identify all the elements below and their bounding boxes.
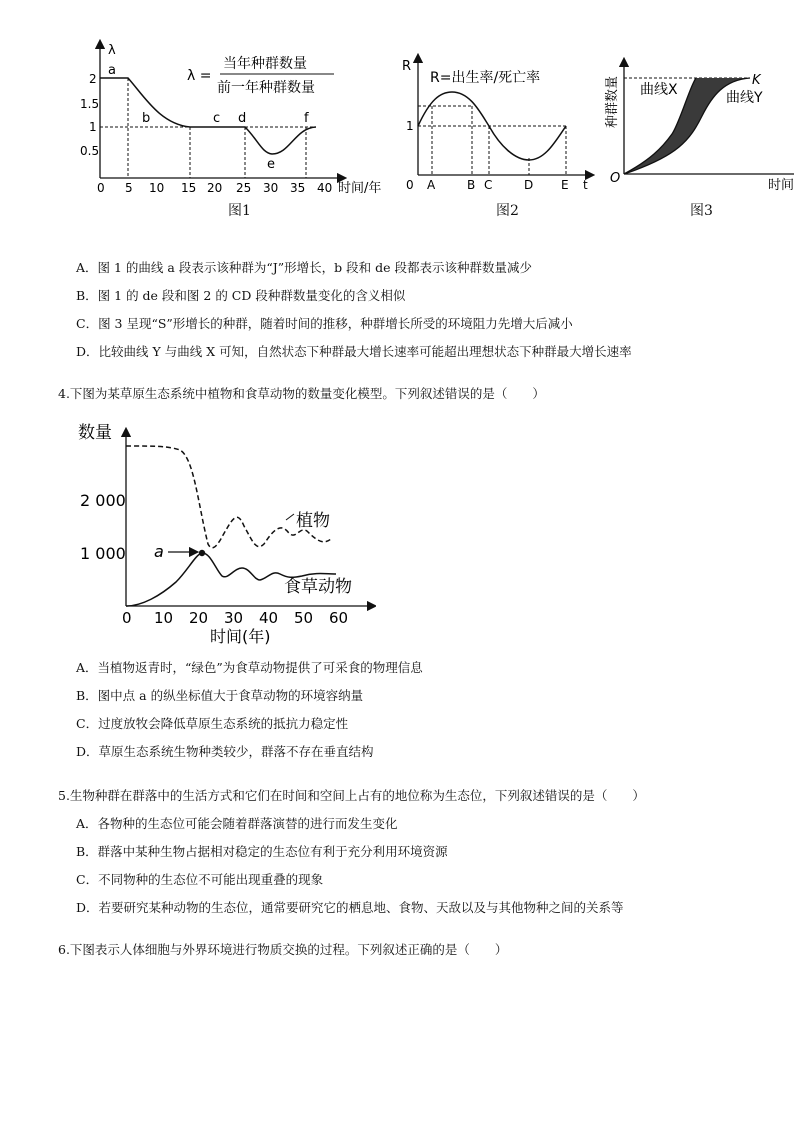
q4-x-tick: 30 — [224, 609, 244, 627]
fig1-x-tick: 25 — [236, 181, 252, 195]
fig2-x-tick: E — [561, 178, 569, 192]
fig1-x-tick: 35 — [290, 181, 306, 195]
fig1-point-f: f — [304, 111, 309, 126]
fig1-x-tick: 15 — [181, 181, 197, 195]
fig1-formula-numerator: 当年种群数量 — [223, 56, 307, 72]
q4-chart — [76, 414, 376, 650]
q4-herbivore-label: 食草动物 — [284, 577, 352, 597]
fig1-y-tick: 2 — [89, 72, 97, 86]
fig3-caption: 图3 — [690, 203, 713, 219]
fig1-x-tick: 30 — [263, 181, 279, 195]
q4-x-tick: 60 — [329, 609, 349, 627]
fig1-point-b: b — [142, 111, 151, 126]
fig1-y-tick: 1 — [89, 120, 97, 134]
fig1-y-axis-label: λ — [108, 43, 116, 58]
q3-option-c: C．图 3 呈现“S”形增长的种群，随着时间的推移，种群增长所受的环境阻力先增大后减小 — [76, 316, 573, 331]
fig2-x-tick: 0 — [406, 178, 414, 192]
fig2-x-tick: B — [467, 178, 476, 192]
q4-x-tick: 20 — [189, 609, 209, 627]
fig2-x-tick: t — [583, 178, 588, 192]
q5-option-a: A．各物种的生态位可能会随着群落演替的进行而发生变化 — [76, 816, 398, 831]
fig2-y-axis-label: R — [402, 59, 412, 74]
q3-option-d: D．比较曲线 Y 与曲线 X 可知，自然状态下种群最大增长速率可能超出理想状态下种群最大增长速率 — [76, 344, 632, 359]
q4-option-c: C．过度放牧会降低草原生态系统的抵抗力稳定性 — [76, 716, 349, 731]
fig3-origin: O — [610, 171, 621, 186]
fig1-y-tick: 0.5 — [80, 144, 100, 158]
fig1-point-e: e — [267, 157, 275, 172]
fig2-x-tick: C — [484, 178, 493, 192]
fig1-formula-lhs: λ = — [187, 68, 212, 84]
q5-option-b: B．群落中某种生物占据相对稳定的生态位有利于充分利用环境资源 — [76, 844, 448, 859]
q4-option-a: A．当植物返青时，“绿色”为食草动物提供了可采食的物理信息 — [76, 660, 423, 675]
fig2-y-tick: 1 — [406, 119, 414, 133]
q4-x-tick: 40 — [259, 609, 279, 627]
fig1-x-tick: 40 — [317, 181, 333, 195]
fig2-caption: 图2 — [496, 203, 519, 219]
fig1-x-tick: 0 — [97, 181, 105, 195]
fig1-x-axis-label: 时间/年 — [338, 181, 382, 196]
figure-2 — [400, 50, 600, 195]
q5-option-d: D．若要研究某种动物的生态位，通常要研究它的栖息地、食物、天敌以及与其他物种之间的关系等 — [76, 900, 624, 915]
fig1-point-c: c — [213, 111, 221, 126]
figure-3 — [600, 56, 794, 196]
q4-y-tick-1000: 1 000 — [80, 544, 126, 563]
q4-x-axis-label: 时间(年) — [210, 627, 271, 646]
fig2-x-tick: D — [524, 178, 534, 192]
fig2-x-tick: A — [427, 178, 436, 192]
q4-stem: 4.下图为某草原生态系统中植物和食草动物的数量变化模型。下列叙述错误的是（ ） — [58, 386, 545, 401]
q4-plant-curve — [126, 446, 332, 548]
fig3-k-label: K — [752, 73, 761, 88]
q4-x-tick: 50 — [294, 609, 314, 627]
q3-option-a: A．图 1 的曲线 a 段表示该种群为“J”形增长，b 段和 de 段都表示该种群数量减少 — [76, 260, 532, 275]
fig1-x-tick: 5 — [125, 181, 133, 195]
q5-option-c: C．不同物种的生态位不可能出现重叠的现象 — [76, 872, 324, 887]
fig2-formula: R=出生率/死亡率 — [430, 70, 541, 86]
q5-stem: 5.生物种群在群落中的生活方式和它们在时间和空间上占有的地位称为生态位，下列叙述错误的是（ ） — [58, 788, 645, 803]
fig1-x-tick: 20 — [207, 181, 223, 195]
q4-y-axis-label: 数量 — [78, 423, 112, 443]
q4-option-d: D．草原生态系统生物种类较少，群落不存在垂直结构 — [76, 744, 374, 759]
q4-option-b: B．图中点 a 的纵坐标值大于食草动物的环境容纳量 — [76, 688, 364, 703]
fig1-x-tick: 10 — [149, 181, 165, 195]
q4-x-tick: 10 — [154, 609, 174, 627]
q4-x-tick: 0 — [122, 609, 132, 627]
figure-1 — [80, 38, 420, 198]
q4-point-a-label: a — [154, 542, 164, 561]
fig3-x-axis-label: 时间 — [768, 178, 794, 193]
fig1-point-d: d — [238, 111, 247, 126]
fig3-curve-x-label: 曲线X — [640, 82, 678, 98]
fig1-y-tick: 1.5 — [80, 97, 100, 111]
q4-point-a-marker — [199, 550, 205, 556]
fig1-caption: 图1 — [228, 203, 251, 219]
fig1-formula-denominator: 前一年种群数量 — [217, 80, 315, 96]
fig3-curve-y-label: 曲线Y — [726, 90, 763, 106]
fig1-point-a: a — [108, 63, 116, 78]
q3-option-b: B．图 1 的 de 段和图 2 的 CD 段种群数量变化的含义相似 — [76, 288, 406, 303]
q6-stem: 6.下图表示人体细胞与外界环境进行物质交换的过程。下列叙述正确的是（ ） — [58, 942, 508, 957]
fig3-y-axis-label: 种群数量 — [605, 75, 620, 128]
q4-y-tick-2000: 2 000 — [80, 491, 126, 510]
q4-plant-label: 植物 — [296, 511, 330, 531]
